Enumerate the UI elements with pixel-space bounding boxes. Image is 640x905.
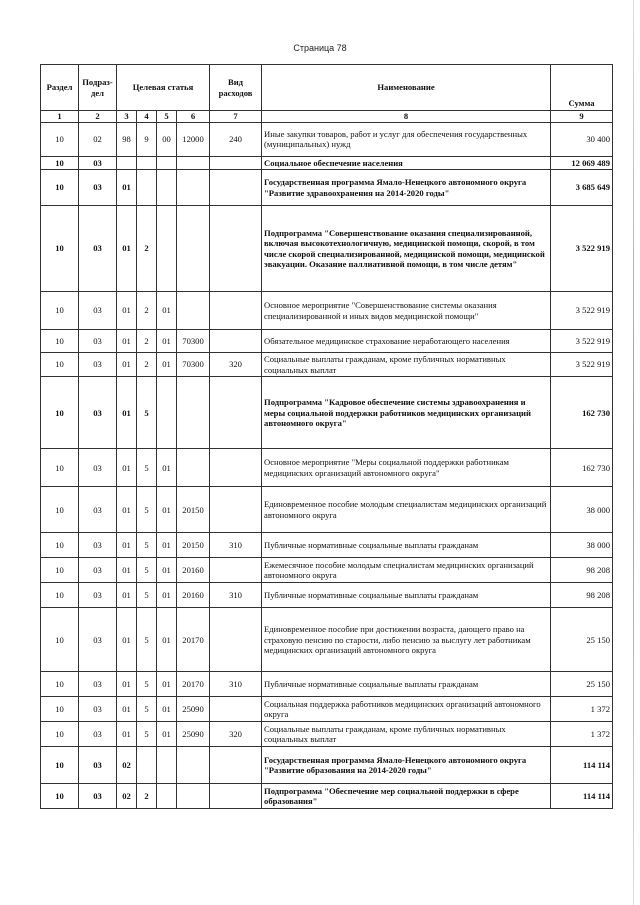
col-number: 8 [262,111,551,123]
cell-razdel: 10 [41,206,79,292]
header-vid-raskhodov: Вид расходов [210,65,262,111]
cell-naimenovanie: Подпрограмма "Обеспечение мер социальной поддержки в сфере образования" [262,784,551,809]
cell-subprogram: 5 [137,377,157,449]
cell-event [157,747,177,784]
cell-direction: 20160 [177,583,210,608]
table-row [41,156,613,170]
cell-razdel: 10 [41,583,79,608]
cell-razdel: 10 [41,449,79,487]
scan-edge [633,0,634,905]
cell-naimenovanie: Подпрограмма "Кадровое обеспечение системы здравоохранения и меры социальной поддержки работников медицинских организаций автономного округа" [262,377,551,449]
cell-event: 01 [157,449,177,487]
cell-razdel: 10 [41,672,79,697]
cell-naimenovanie: Основное мероприятие "Совершенствование системы оказания специализированной и иных видов медицинской помощи" [262,292,551,330]
cell-program: 01 [117,487,137,533]
cell-podrazdel: 03 [79,747,117,784]
table-row [41,722,613,747]
cell-razdel: 10 [41,353,79,377]
cell-razdel: 10 [41,292,79,330]
cell-program: 01 [117,206,137,292]
cell-event: 00 [157,122,177,156]
cell-event: 01 [157,533,177,558]
cell-podrazdel: 03 [79,697,117,722]
cell-podrazdel: 03 [79,206,117,292]
table-row [41,353,613,377]
cell-subprogram: 5 [137,583,157,608]
cell-podrazdel: 03 [79,170,117,206]
cell-vid [210,747,262,784]
cell-summa: 25 150 [551,672,613,697]
header-tselevaya-statya: Целевая статья [117,65,210,111]
cell-razdel: 10 [41,608,79,672]
cell-summa: 3 522 919 [551,353,613,377]
table-row [41,170,613,206]
cell-program: 01 [117,608,137,672]
cell-podrazdel: 03 [79,449,117,487]
cell-program: 01 [117,533,137,558]
cell-summa: 1 372 [551,722,613,747]
cell-naimenovanie: Иные закупки товаров, работ и услуг для обеспечения государственных (муниципальных) нужд [262,122,551,156]
cell-program: 01 [117,558,137,583]
cell-podrazdel: 03 [79,487,117,533]
table-row [41,292,613,330]
cell-event: 01 [157,722,177,747]
cell-podrazdel: 03 [79,672,117,697]
cell-vid [210,558,262,583]
cell-razdel: 10 [41,722,79,747]
cell-subprogram: 5 [137,558,157,583]
cell-summa: 38 000 [551,533,613,558]
cell-program: 01 [117,330,137,353]
cell-naimenovanie: Социальные выплаты гражданам, кроме публичных нормативных социальных выплат [262,353,551,377]
cell-subprogram: 2 [137,784,157,809]
cell-subprogram: 5 [137,487,157,533]
table-row [41,583,613,608]
cell-program: 01 [117,672,137,697]
cell-podrazdel: 03 [79,583,117,608]
cell-program: 02 [117,784,137,809]
cell-razdel: 10 [41,377,79,449]
cell-razdel: 10 [41,533,79,558]
cell-summa: 98 208 [551,558,613,583]
cell-summa: 25 150 [551,608,613,672]
cell-vid [210,487,262,533]
header-razdel: Раздел [41,65,79,111]
table-row [41,672,613,697]
cell-podrazdel: 03 [79,156,117,170]
cell-event: 01 [157,697,177,722]
cell-naimenovanie: Основное мероприятие "Меры социальной поддержки работникам медицинских организаций автономного округа" [262,449,551,487]
col-number: 2 [79,111,117,123]
page-number: Страница 78 [293,43,347,53]
cell-direction: 12000 [177,122,210,156]
cell-event: 01 [157,583,177,608]
cell-direction: 20150 [177,487,210,533]
cell-program: 02 [117,747,137,784]
budget-table [40,64,613,809]
cell-subprogram: 5 [137,449,157,487]
table-row [41,608,613,672]
cell-vid [210,206,262,292]
cell-vid [210,608,262,672]
cell-direction: 20160 [177,558,210,583]
column-number-row [41,111,613,123]
col-number: 7 [210,111,262,123]
cell-podrazdel: 03 [79,784,117,809]
cell-program: 01 [117,170,137,206]
cell-event: 01 [157,330,177,353]
cell-razdel: 10 [41,487,79,533]
cell-naimenovanie: Публичные нормативные социальные выплаты гражданам [262,583,551,608]
cell-direction [177,206,210,292]
cell-naimenovanie: Подпрограмма "Совершенствование оказания специализированной, включая высокотехнологичную, медицинской помощи, скорой, в том числе скорой специализированной, медицинской помощи, медицинской эвакуации. Оказание паллиативной помощи, в том числе детям" [262,206,551,292]
col-number: 1 [41,111,79,123]
cell-vid: 310 [210,672,262,697]
table-row [41,487,613,533]
table-row [41,558,613,583]
cell-direction [177,784,210,809]
cell-direction: 25090 [177,722,210,747]
table-row [41,449,613,487]
cell-razdel: 10 [41,170,79,206]
cell-vid [210,292,262,330]
header-podrazdel: Подраз-дел [79,65,117,111]
cell-summa: 1 372 [551,697,613,722]
cell-direction [177,170,210,206]
cell-naimenovanie: Единовременное пособие при достижении возраста, дающего право на страховую пенсию по старости, либо пенсию за выслугу лет работникам медицинских организаций автономного округа [262,608,551,672]
cell-razdel: 10 [41,784,79,809]
cell-subprogram: 5 [137,608,157,672]
cell-summa: 3 522 919 [551,330,613,353]
cell-subprogram [137,170,157,206]
cell-podrazdel: 02 [79,122,117,156]
cell-event: 01 [157,292,177,330]
cell-subprogram [137,156,157,170]
cell-direction: 20170 [177,672,210,697]
col-number: 9 [551,111,613,123]
col-number: 6 [177,111,210,123]
cell-program: 01 [117,449,137,487]
cell-summa: 3 522 919 [551,206,613,292]
cell-event: 01 [157,353,177,377]
cell-podrazdel: 03 [79,292,117,330]
cell-subprogram: 2 [137,353,157,377]
cell-vid: 310 [210,533,262,558]
cell-program: 01 [117,292,137,330]
table-row [41,747,613,784]
cell-vid [210,784,262,809]
cell-event [157,156,177,170]
cell-podrazdel: 03 [79,330,117,353]
cell-subprogram: 5 [137,672,157,697]
cell-summa: 114 114 [551,784,613,809]
cell-subprogram: 9 [137,122,157,156]
cell-direction [177,377,210,449]
cell-event [157,206,177,292]
cell-podrazdel: 03 [79,377,117,449]
cell-summa: 12 069 489 [551,156,613,170]
cell-program: 01 [117,353,137,377]
cell-vid: 240 [210,122,262,156]
cell-event [157,377,177,449]
cell-naimenovanie: Обязательное медицинское страхование неработающего населения [262,330,551,353]
cell-naimenovanie: Социальная поддержка работников медицинских организаций автономного округа [262,697,551,722]
cell-summa: 3 685 649 [551,170,613,206]
cell-summa: 162 730 [551,449,613,487]
cell-razdel: 10 [41,156,79,170]
table-row [41,697,613,722]
cell-naimenovanie: Социальные выплаты гражданам, кроме публичных нормативных социальных выплат [262,722,551,747]
cell-podrazdel: 03 [79,608,117,672]
cell-podrazdel: 03 [79,722,117,747]
cell-direction: 25090 [177,697,210,722]
cell-razdel: 10 [41,122,79,156]
cell-vid [210,156,262,170]
cell-subprogram: 2 [137,292,157,330]
col-number: 5 [157,111,177,123]
table-row [41,533,613,558]
col-number: 4 [137,111,157,123]
cell-direction [177,747,210,784]
cell-direction: 20150 [177,533,210,558]
header-summa: Сумма [551,65,613,111]
cell-program: 98 [117,122,137,156]
cell-event: 01 [157,672,177,697]
table-row [41,330,613,353]
header-naimenovanie: Наименование [262,65,551,111]
cell-event: 01 [157,487,177,533]
table-row [41,784,613,809]
cell-naimenovanie: Государственная программа Ямало-Ненецкого автономного округа "Развитие здравоохранения на 2014-2020 годы" [262,170,551,206]
cell-naimenovanie: Социальное обеспечение населения [262,156,551,170]
cell-event: 01 [157,608,177,672]
cell-razdel: 10 [41,697,79,722]
cell-subprogram: 2 [137,206,157,292]
cell-subprogram: 5 [137,697,157,722]
cell-direction [177,449,210,487]
cell-vid [210,377,262,449]
cell-subprogram [137,747,157,784]
cell-summa: 3 522 919 [551,292,613,330]
cell-razdel: 10 [41,747,79,784]
cell-naimenovanie: Единовременное пособие молодым специалистам медицинских организаций автономного округа [262,487,551,533]
cell-direction [177,292,210,330]
cell-program [117,156,137,170]
cell-vid [210,330,262,353]
cell-summa: 162 730 [551,377,613,449]
cell-naimenovanie: Государственная программа Ямало-Ненецкого автономного округа "Развитие образования на 2014-2020 годы" [262,747,551,784]
cell-podrazdel: 03 [79,533,117,558]
cell-direction: 20170 [177,608,210,672]
cell-event: 01 [157,558,177,583]
table-row [41,377,613,449]
cell-program: 01 [117,697,137,722]
cell-direction: 70300 [177,353,210,377]
cell-podrazdel: 03 [79,353,117,377]
table-row [41,122,613,156]
cell-subprogram: 2 [137,330,157,353]
cell-direction [177,156,210,170]
cell-vid [210,697,262,722]
cell-event [157,170,177,206]
cell-naimenovanie: Ежемесячное пособие молодым специалистам медицинских организаций автономного округа [262,558,551,583]
col-number: 3 [117,111,137,123]
cell-razdel: 10 [41,558,79,583]
cell-vid: 320 [210,722,262,747]
cell-razdel: 10 [41,330,79,353]
cell-summa: 30 400 [551,122,613,156]
cell-summa: 114 114 [551,747,613,784]
cell-vid [210,170,262,206]
cell-summa: 98 208 [551,583,613,608]
table-row [41,206,613,292]
cell-direction: 70300 [177,330,210,353]
cell-vid: 320 [210,353,262,377]
cell-vid: 310 [210,583,262,608]
cell-event [157,784,177,809]
cell-subprogram: 5 [137,722,157,747]
cell-summa: 38 000 [551,487,613,533]
cell-naimenovanie: Публичные нормативные социальные выплаты гражданам [262,533,551,558]
cell-naimenovanie: Публичные нормативные социальные выплаты гражданам [262,672,551,697]
cell-podrazdel: 03 [79,558,117,583]
cell-program: 01 [117,583,137,608]
cell-program: 01 [117,722,137,747]
cell-subprogram: 5 [137,533,157,558]
cell-program: 01 [117,377,137,449]
cell-vid [210,449,262,487]
header-row [41,65,613,111]
